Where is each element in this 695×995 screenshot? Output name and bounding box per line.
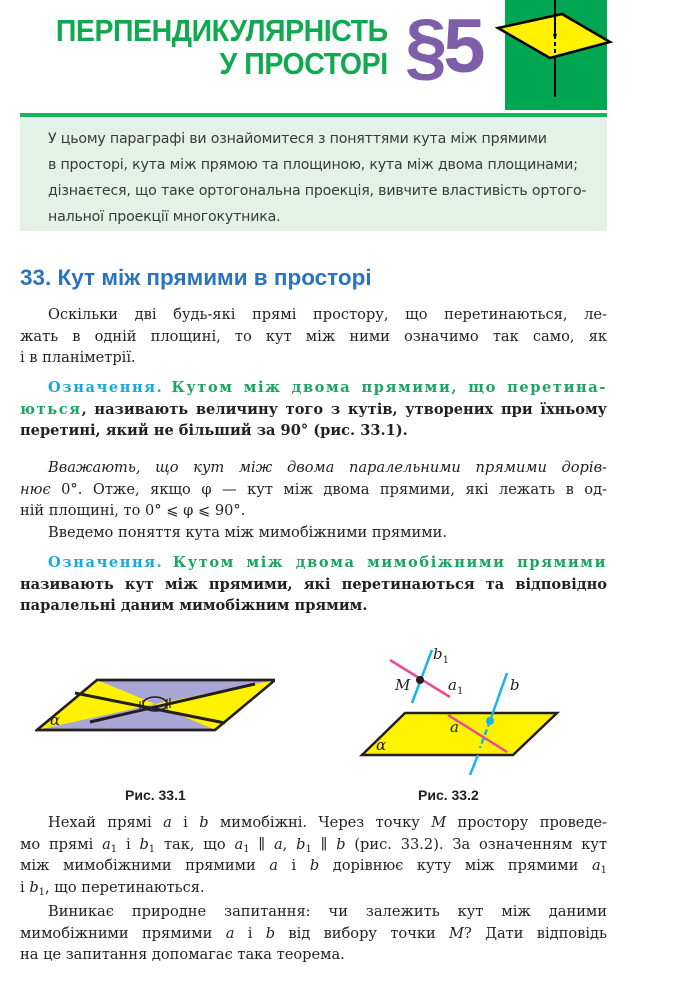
figure-33-1 xyxy=(35,670,275,740)
definition-term: Кутом між двома прямими, що перетина- xyxy=(171,379,607,396)
paragraph-skew-angle xyxy=(20,812,607,898)
definition-term: ються xyxy=(20,400,82,418)
intro-text xyxy=(48,126,588,230)
label-b: b xyxy=(510,676,520,694)
section-mark: §5 xyxy=(405,4,482,89)
paragraph-question xyxy=(20,901,607,966)
chapter-title xyxy=(56,14,388,80)
text-line xyxy=(20,479,607,501)
definition-angle-intersecting xyxy=(20,377,607,442)
text-line xyxy=(20,377,607,399)
text-line: на це запитання допомагає така теорема. xyxy=(20,946,345,963)
label-a: a xyxy=(450,718,459,736)
chapter-title-line1: ПЕРПЕНДИКУЛЯРНІСТЬ xyxy=(56,13,388,48)
definition-body: називають кут між прямими, які перетинаються та відповідно xyxy=(20,575,607,593)
text-line: мо прямі $a_1$ і $b_1$ так, що $a_1$ ∥ a, $b_1$ ∥ b (рис. 33.2). За означенням кут xyxy=(20,835,608,855)
label-M: M xyxy=(395,676,411,694)
text-span: 0°. Отже, якщо φ — кут між двома прямими, які лежать в од- xyxy=(50,480,607,498)
figure-33-2 xyxy=(350,635,620,775)
plane-perpendicular-line-icon xyxy=(490,0,620,110)
definition-angle-skew xyxy=(20,552,607,617)
text-line: Нехай прямі a і b мимобіжні. Через точку M простору проведе- xyxy=(48,814,607,831)
text-line: жать в одній площині, то кут між ними означимо так само, як xyxy=(20,327,607,345)
chapter-title-line2: У ПРОСТОРІ xyxy=(219,46,388,81)
plane-label: α xyxy=(50,711,61,729)
text-line: мимобіжними прямими a і b від вибору точки M? Дати відповідь xyxy=(20,924,607,942)
paragraph-skew-intro xyxy=(20,522,607,544)
definition-label: Означення. xyxy=(48,554,164,571)
section-heading: 33. Кут між прямими в просторі xyxy=(20,265,372,290)
intro-line: У цьому параграфі ви ознайомитеся з поняттями кута між прямими xyxy=(48,131,547,147)
italic-word: нює xyxy=(20,480,51,498)
text-line: Оскільки дві будь-які прямі простору, що перетинаються, ле- xyxy=(48,306,607,323)
definition-term: Кутом між двома мимобіжними прямими xyxy=(172,554,608,571)
definition-label: Означення. xyxy=(48,379,164,396)
text-line: Введемо поняття кута між мимобіжними прямими. xyxy=(48,524,447,541)
definition-body: , називають величину того з кутів, утворених при їхньому xyxy=(81,400,607,418)
label-a1: $a_1$ xyxy=(448,676,464,697)
plane-label: α xyxy=(376,736,387,754)
intro-line: дізнаєтеся, що таке ортогональна проекція, вивчите властивість ортого- xyxy=(48,183,587,199)
definition-body: перетині, який не більший за 90° (рис. 33.1). xyxy=(20,422,408,439)
intro-line: в просторі, кута між прямою та площиною, кута між двома площинами; xyxy=(48,157,578,173)
text-line: Виникає природне запитання: чи залежить кут між даними xyxy=(48,903,607,920)
text-line: і $b_1$, що перетинаються. xyxy=(20,878,205,898)
text-line: і в планіметрії. xyxy=(20,349,136,366)
figure-caption: Рис. 33.1 xyxy=(125,787,186,803)
text-line: ній площині, то 0° ⩽ φ ⩽ 90°. xyxy=(20,502,246,519)
label-b1: $b_1$ xyxy=(433,645,449,666)
paragraph-intro xyxy=(20,304,607,369)
text-line xyxy=(20,552,607,574)
definition-body: паралельні даним мимобіжним прямим. xyxy=(20,597,368,614)
intro-line: нальної проекції многокутника. xyxy=(48,209,281,225)
text-line: Вважають, що кут між двома паралельними прямими дорів- xyxy=(48,459,607,476)
text-line: між мимобіжними прямими a і b дорівнює куту між прямими $a_1$ xyxy=(20,857,608,876)
text-line xyxy=(20,399,607,421)
paragraph-parallel xyxy=(20,457,607,522)
figure-caption: Рис. 33.2 xyxy=(418,787,479,803)
